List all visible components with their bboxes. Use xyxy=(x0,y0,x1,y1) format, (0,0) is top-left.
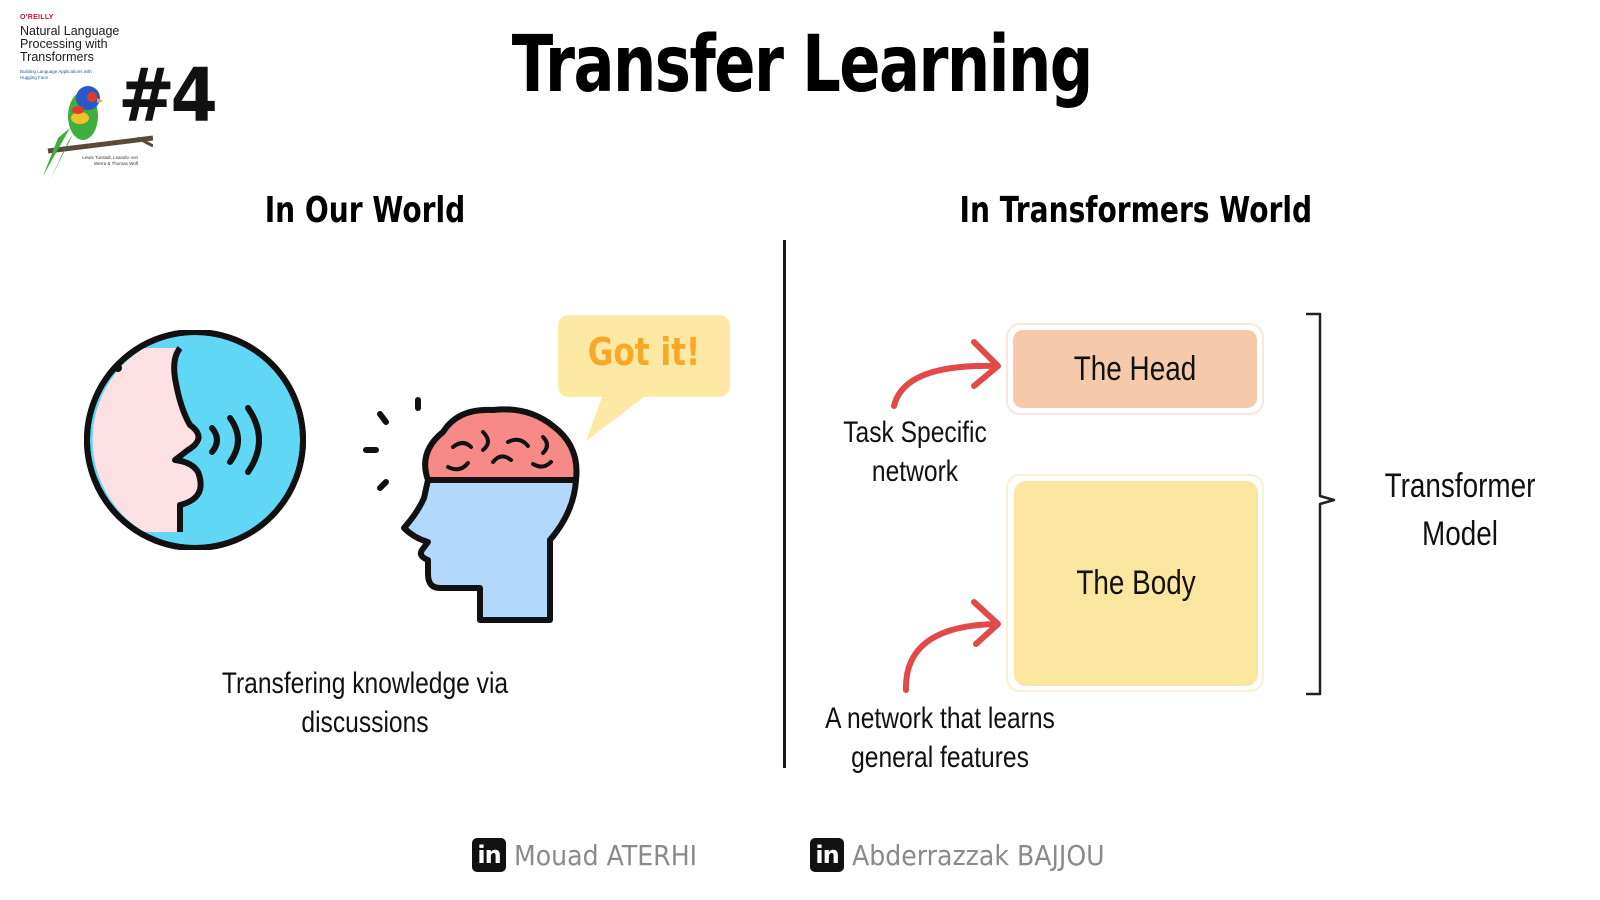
book-title: Natural Language Processing with Transformers xyxy=(20,24,120,64)
section-divider xyxy=(783,240,786,768)
body-description: A network that learns general features xyxy=(825,702,1055,774)
page-title: Transfer Learning xyxy=(511,20,1092,110)
right-section-title: In Transformers World xyxy=(959,190,1313,231)
author-2[interactable] xyxy=(810,838,1133,872)
transformer-model-label: Transformer Model xyxy=(1384,467,1536,553)
book-subtitle: Building Language Applications with Hugging Face xyxy=(20,69,92,80)
book-publisher: O'REILLY xyxy=(20,14,54,21)
author-1-name: Mouad ATERHI xyxy=(514,838,698,872)
body-box-label: The Body xyxy=(1076,564,1196,602)
linkedin-icon[interactable]: in xyxy=(810,838,844,872)
body-arrow-icon xyxy=(890,596,1010,696)
brain-head-icon xyxy=(358,392,588,630)
left-caption: Transfering knowledge via discussions xyxy=(221,667,509,739)
episode-number: #4 xyxy=(118,53,214,139)
model-bracket xyxy=(1300,310,1342,700)
speaking-head-icon xyxy=(80,330,310,550)
left-section-title: In Our World xyxy=(264,190,466,231)
book-authors: Lewis Tunstall, Leandro von Werra & Thomas Wolf xyxy=(82,155,138,166)
speech-bubble-text: Got it! xyxy=(587,330,701,374)
head-arrow-icon xyxy=(880,330,1010,420)
head-description: Task Specific network xyxy=(843,416,987,488)
author-1[interactable] xyxy=(472,838,717,872)
linkedin-icon[interactable]: in xyxy=(472,838,506,872)
head-box-label: The Head xyxy=(1073,350,1197,388)
author-2-name: Abderrazzak BAJJOU xyxy=(852,838,1105,872)
